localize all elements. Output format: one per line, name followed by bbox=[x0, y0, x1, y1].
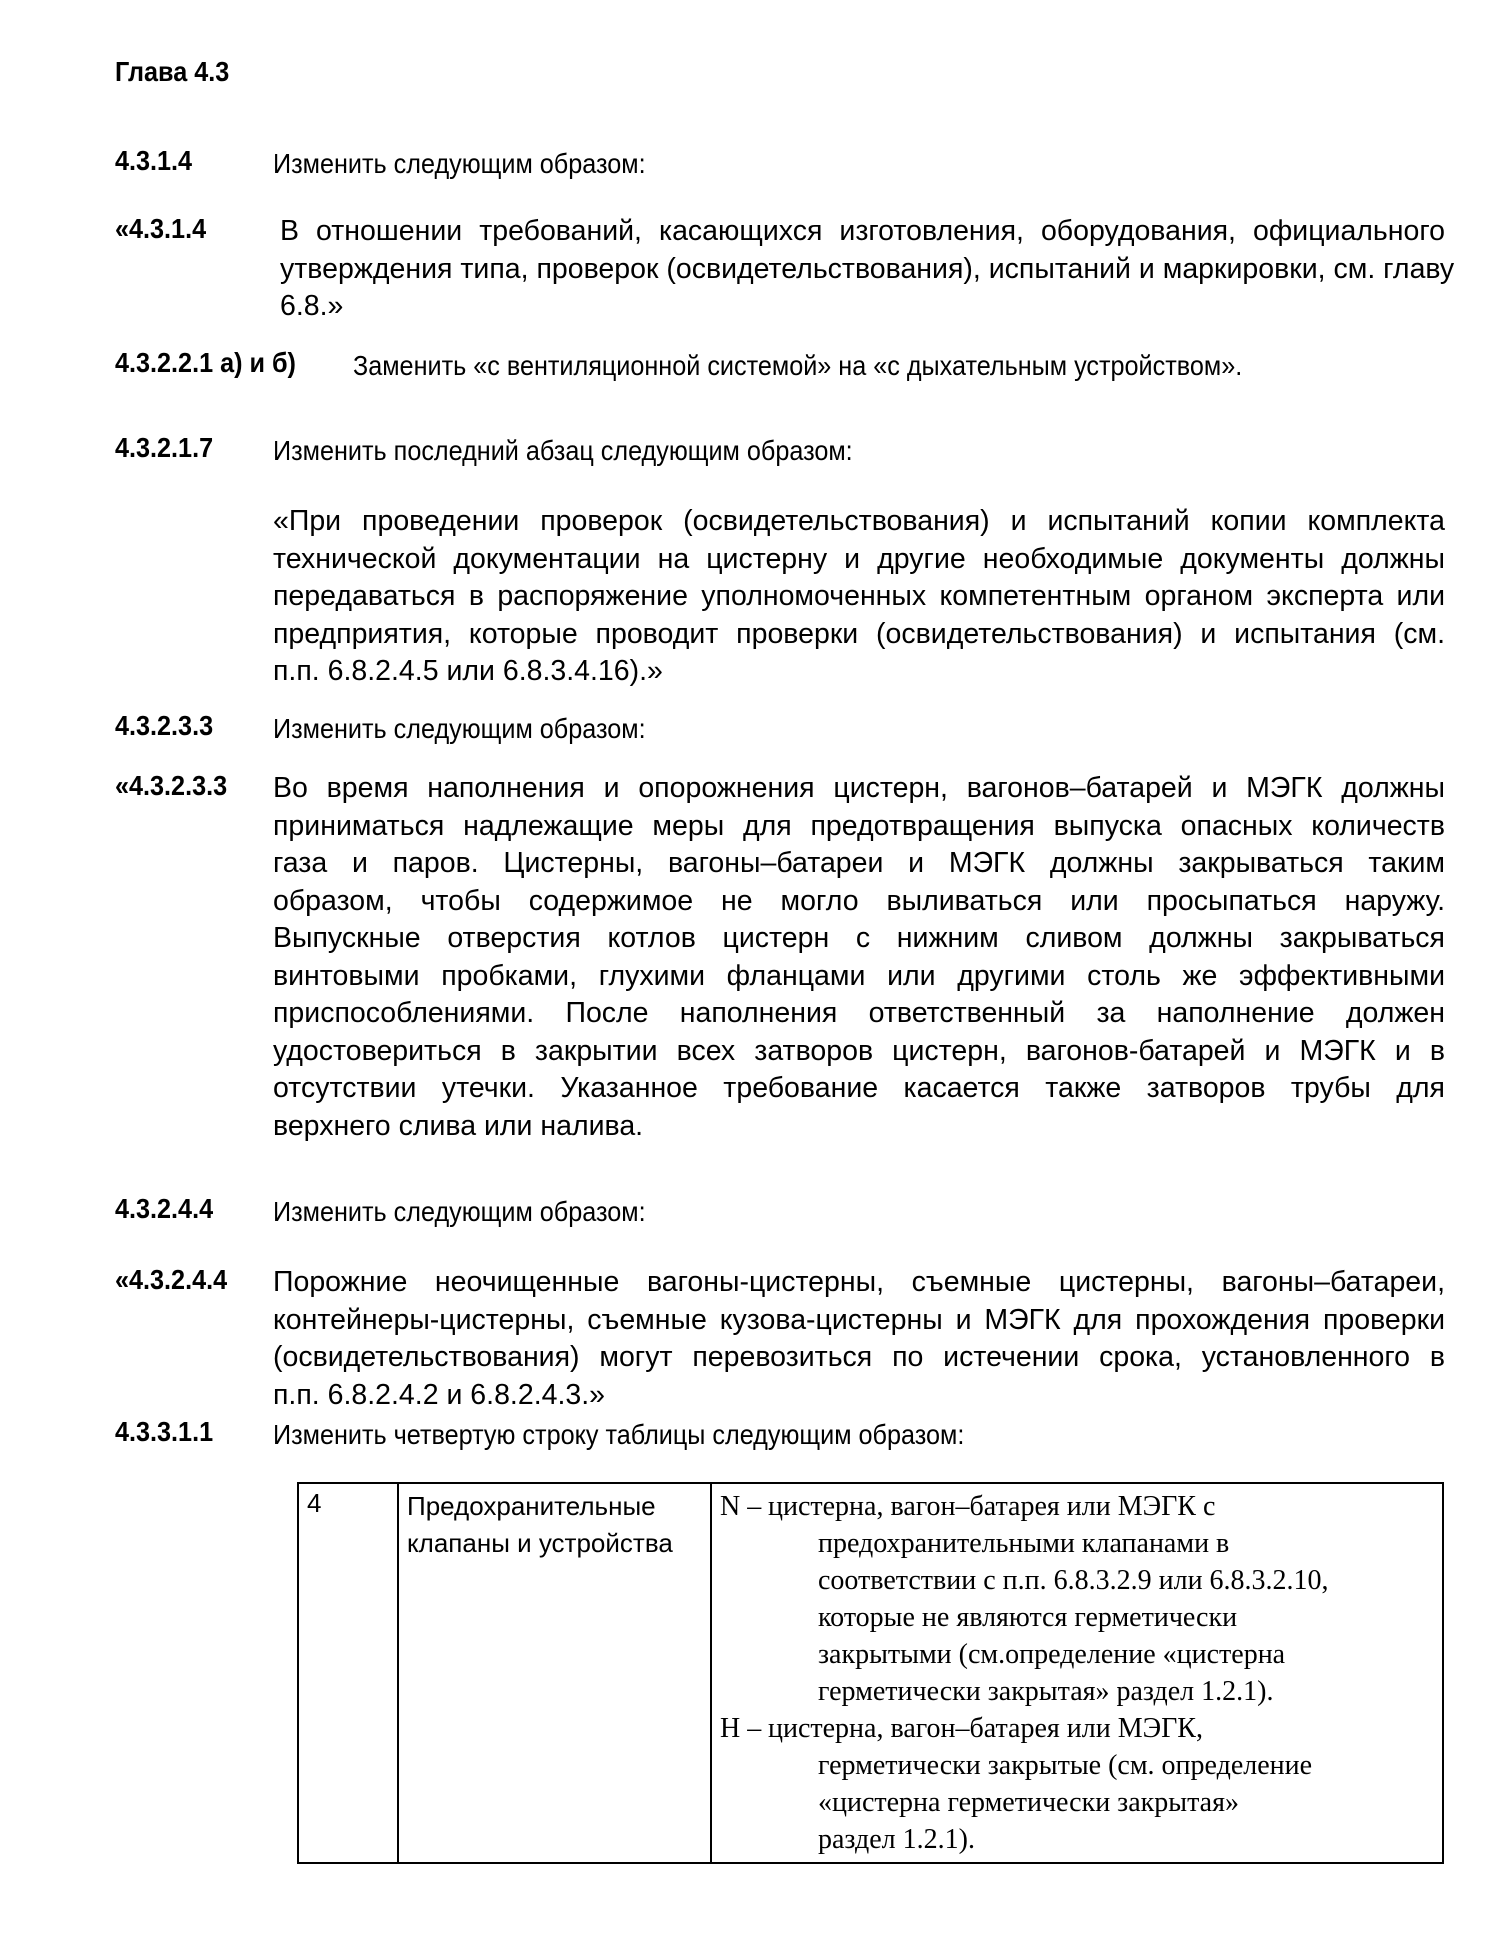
section-number: 4.3.1.4 bbox=[115, 145, 193, 176]
paragraph-line: технической документации на цистерну и другие необходимые документы должны bbox=[273, 542, 1445, 575]
paragraph-line: 6.8.» bbox=[280, 290, 344, 322]
paragraph-line: контейнеры-цистерны, съемные кузова-цистерны и МЭГК для прохождения проверки bbox=[273, 1303, 1445, 1336]
item-line: цистерна, вагон–батарея или МЭГК с bbox=[768, 1491, 1216, 1522]
paragraph-line: п.п. 6.8.2.4.5 или 6.8.3.4.16).» bbox=[273, 655, 663, 687]
cell-line: Предохранительные bbox=[407, 1491, 656, 1521]
instruction-text: Изменить следующим образом: bbox=[273, 1196, 646, 1227]
amendment-paragraph bbox=[273, 503, 1445, 691]
item-mark: N – bbox=[720, 1491, 762, 1522]
item-line: герметически закрытая» раздел 1.2.1). bbox=[818, 1676, 1274, 1707]
instruction-text: Изменить следующим образом: bbox=[273, 148, 646, 179]
paragraph-line: утверждения типа, проверок (освидетельствования), испытаний и маркировки, см. главу bbox=[280, 252, 1455, 285]
section-number: «4.3.1.4 bbox=[115, 213, 207, 244]
instruction-text: Заменить «с вентиляционной системой» на «с дыхательным устройством». bbox=[353, 350, 1243, 381]
item-mark: Н – bbox=[720, 1713, 762, 1744]
section-number: «4.3.2.4.4 bbox=[115, 1264, 228, 1295]
item-line: цистерна, вагон–батарея или МЭГК, bbox=[768, 1713, 1203, 1744]
instruction-text: Изменить четвертую строку таблицы следующим образом: bbox=[273, 1419, 965, 1450]
paragraph-line: удостовериться в закрытии всех затворов цистерн, вагонов-батарей и МЭГК и в bbox=[273, 1034, 1445, 1067]
paragraph-line: образом, чтобы содержимое не могло выливаться или просыпаться наружу. bbox=[273, 884, 1445, 917]
amendment-paragraph bbox=[280, 213, 1455, 326]
section-number: 4.3.2.4.4 bbox=[115, 1193, 214, 1224]
section-number: 4.3.3.1.1 bbox=[115, 1416, 214, 1447]
paragraph-line: «При проведении проверок (освидетельствования) и испытаний копии комплекта bbox=[273, 505, 1445, 537]
paragraph-line: предприятия, которые проводит проверки (освидетельствования) и испытания (см. bbox=[273, 617, 1445, 650]
paragraph-line: отсутствии утечки. Указанное требование касается также затворов трубы для bbox=[273, 1072, 1445, 1104]
paragraph-line: Во время наполнения и опорожнения цистерн, вагонов–батарей и МЭГК должны bbox=[273, 772, 1445, 804]
paragraph-line: газа и паров. Цистерны, вагоны–батареи и МЭГК должны закрываться таким bbox=[273, 847, 1445, 879]
instruction-text: Изменить последний абзац следующим образом: bbox=[273, 435, 853, 466]
paragraph-line: п.п. 6.8.2.4.2 и 6.8.2.4.3.» bbox=[273, 1378, 605, 1411]
amendment-paragraph bbox=[273, 770, 1445, 1145]
item-line: предохранительными клапанами в bbox=[818, 1528, 1230, 1559]
code-n-item bbox=[720, 1488, 1434, 1710]
table-cell-number: 4 bbox=[298, 1483, 398, 1863]
item-line: раздел 1.2.1). bbox=[818, 1824, 975, 1855]
table-row bbox=[298, 1483, 1443, 1863]
paragraph-line: Выпускные отверстия котлов цистерн с нижним сливом должны закрываться bbox=[273, 922, 1445, 954]
paragraph-line: передаваться в распоряжение уполномоченных компетентным органом эксперта или bbox=[273, 580, 1445, 612]
item-line: соответствии с п.п. 6.8.3.2.9 или 6.8.3.2.10, bbox=[818, 1565, 1329, 1596]
paragraph-line: В отношении требований, касающихся изготовления, оборудования, официального bbox=[280, 215, 1445, 247]
paragraph-line: приспособлениями. После наполнения ответственный за наполнение должен bbox=[273, 997, 1445, 1029]
paragraph-line: (освидетельствования) могут перевозиться по истечении срока, установленного в bbox=[273, 1341, 1445, 1373]
item-line: герметически закрытые (см. определение bbox=[818, 1750, 1313, 1781]
section-number: 4.3.2.1.7 bbox=[115, 432, 214, 463]
instruction-text: Изменить следующим образом: bbox=[273, 713, 646, 744]
paragraph-line: приниматься надлежащие меры для предотвращения выпуска опасных количеств bbox=[273, 809, 1445, 842]
cell-line: клапаны и устройства bbox=[407, 1528, 673, 1558]
paragraph-line: Порожние неочищенные вагоны-цистерны, съемные цистерны, вагоны–батареи, bbox=[273, 1266, 1445, 1298]
chapter-title: Глава 4.3 bbox=[115, 56, 230, 87]
section-number: «4.3.2.3.3 bbox=[115, 770, 228, 801]
paragraph-line: винтовыми пробками, глухими фланцами или другими столь же эффективными bbox=[273, 959, 1445, 992]
item-line: «цистерна герметически закрытая» bbox=[818, 1787, 1239, 1818]
paragraph-line: верхнего слива или налива. bbox=[273, 1109, 644, 1142]
table-cell-description bbox=[711, 1483, 1443, 1863]
section-number: 4.3.2.2.1 а) и б) bbox=[115, 347, 296, 378]
code-h-item bbox=[720, 1710, 1434, 1858]
item-line: которые не являются герметически bbox=[818, 1602, 1238, 1633]
item-line: закрытыми (см.определение «цистерна bbox=[818, 1639, 1286, 1670]
amendment-paragraph bbox=[273, 1264, 1445, 1414]
replacement-table-row bbox=[297, 1482, 1444, 1864]
table-cell-item bbox=[398, 1483, 711, 1863]
section-number: 4.3.2.3.3 bbox=[115, 710, 214, 741]
